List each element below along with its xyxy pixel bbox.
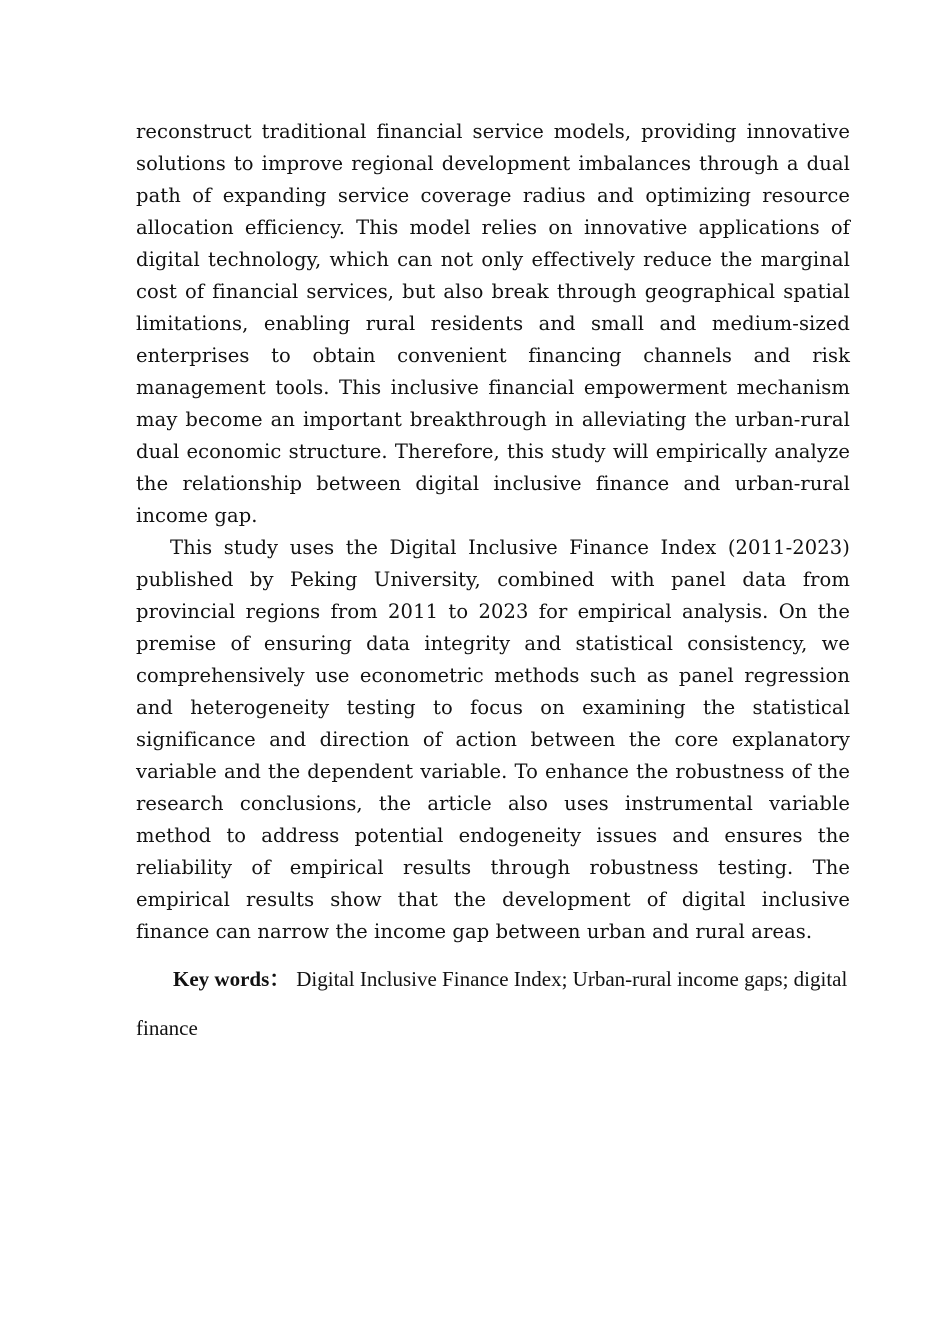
keywords-label: Key words [173,967,270,991]
keywords-text: Digital Inclusive Finance Index; Urban-rural income gaps; digital finance [136,967,848,1040]
abstract-body [136,116,850,948]
abstract-paragraph: This study uses the Digital Inclusive Finance Index (2011-2023) published by Peking University, combined with panel data from provincial regions from 2011 to 2023 for empirical analysis. On the premise of ensuring data integrity and statistical consistency, we comprehensively use econometric methods such as panel regression and heterogeneity testing to focus on examining the statistical significance and direction of action between the core explanatory variable and the dependent variable. To enhance the robustness of the research conclusions, the article also uses instrumental variable method to address potential endogeneity issues and ensures the reliability of empirical results through robustness testing. The empirical results show that the development of digital inclusive finance can narrow the income gap between urban and rural areas. [136,536,850,943]
keywords-line [136,955,850,1053]
keywords-separator: ： [269,967,291,991]
abstract-paragraph-continued: reconstruct traditional financial service models, providing innovative solutions to improve regional development imbalances through a dual path of expanding service coverage radius and optimizing resource allocation efficiency. This model relies on innovative applications of digital technology, which can not only effectively reduce the marginal cost of financial services, but also break through geographical spatial limitations, enabling rural residents and small and medium-sized enterprises to obtain convenient financing channels and risk management tools. This inclusive financial empowerment mechanism may become an important breakthrough in alleviating the urban-rural dual economic structure. Therefore, this study will empirically analyze the relationship between digital inclusive finance and urban-rural income gap. [136,120,850,527]
